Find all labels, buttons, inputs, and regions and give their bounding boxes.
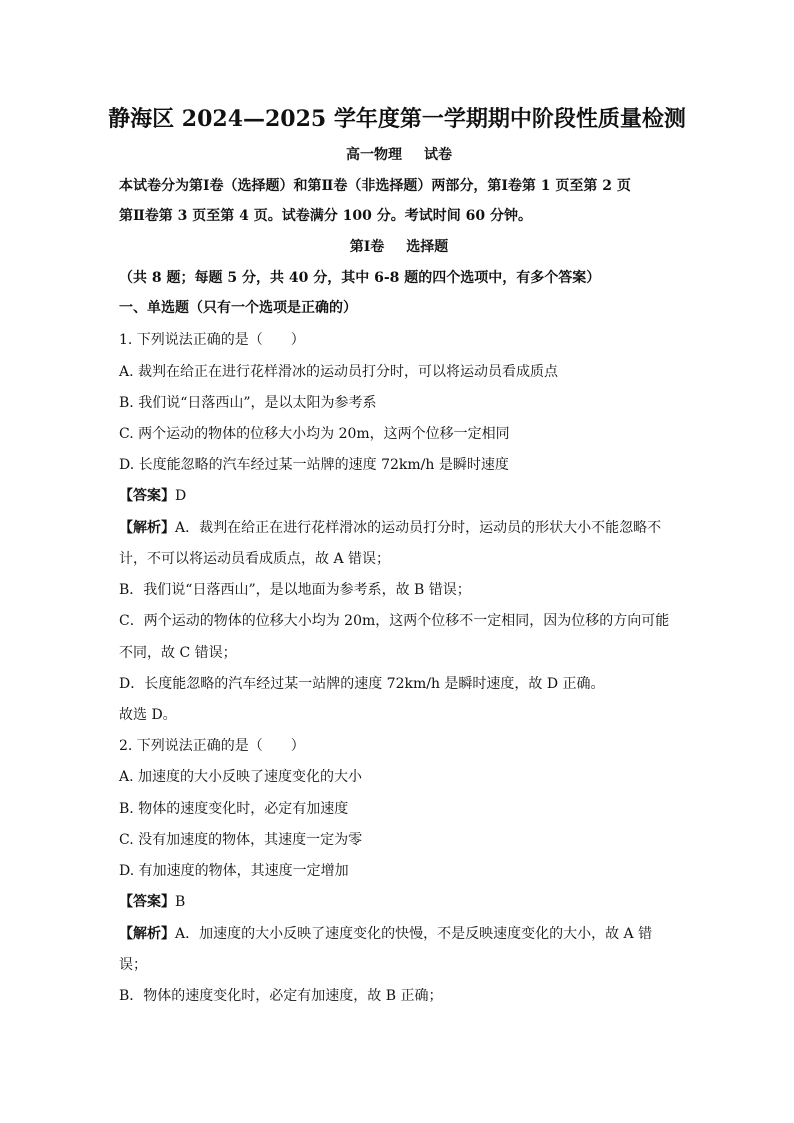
subject-label: 高一物理 bbox=[346, 147, 402, 163]
answer-tag: 【答案】 bbox=[119, 488, 175, 504]
question-1-option-d: D. 长度能忽略的汽车经过某一站牌的速度 72km/h 是瞬时速度 bbox=[119, 457, 509, 473]
question-1-answer bbox=[119, 486, 679, 506]
analysis-tag: 【解析】 bbox=[119, 926, 175, 942]
question-1-option-a: A. 裁判在给正在进行花样滑冰的运动员打分时，可以将运动员看成质点 bbox=[119, 364, 559, 380]
question-1-analysis-line-3: B．我们说“日落西山”，是以地面为参考系，故 B 错误； bbox=[119, 582, 471, 598]
analysis-text: A．加速度的大小反映了速度变化的快慢，不是反映速度变化的大小，故 A 错 bbox=[175, 926, 653, 942]
question-2-option-a: A. 加速度的大小反映了速度变化的大小 bbox=[119, 769, 363, 785]
answer-value: B bbox=[175, 894, 186, 910]
paper-label: 试卷 bbox=[424, 147, 452, 163]
question-2-option-c: C. 没有加速度的物体，其速度一定为零 bbox=[119, 832, 363, 848]
question-1-option-c: C. 两个运动的物体的位移大小均为 20m，这两个位移一定相同 bbox=[119, 426, 510, 442]
question-1-stem: 1. 下列说法正确的是（ ） bbox=[119, 332, 305, 348]
intro-line-2: 第Ⅱ卷第 3 页至第 4 页。试卷满分 100 分。考试时间 60 分钟。 bbox=[119, 208, 532, 224]
question-1-analysis-line-7: 故选 D。 bbox=[119, 707, 177, 723]
answer-value: D bbox=[175, 488, 187, 504]
exam-subtitle bbox=[119, 145, 679, 165]
question-1-analysis-line-1 bbox=[119, 518, 679, 538]
question-2-analysis-line-1 bbox=[119, 924, 679, 944]
section-heading: 一、单选题（只有一个选项是正确的） bbox=[119, 300, 357, 316]
question-2-option-b: B. 物体的速度变化时，必定有加速度 bbox=[119, 801, 349, 817]
question-2-analysis-line-2: 误； bbox=[119, 957, 147, 973]
exam-title: 静海区 2024—2025 学年度第一学期期中阶段性质量检测 bbox=[108, 106, 686, 132]
analysis-tag: 【解析】 bbox=[119, 520, 175, 536]
question-2-option-d: D. 有加速度的物体，其速度一定增加 bbox=[119, 863, 349, 879]
section-title bbox=[119, 237, 679, 257]
question-1-analysis-line-2: 计，不可以将运动员看成质点，故 A 错误； bbox=[119, 551, 391, 567]
question-1-option-b: B. 我们说“日落西山”，是以太阳为参考系 bbox=[119, 395, 377, 411]
question-2-analysis-line-3: B．物体的速度变化时，必定有加速度，故 B 正确； bbox=[119, 988, 443, 1004]
intro-line-1: 本试卷分为第Ⅰ卷（选择题）和第Ⅱ卷（非选择题）两部分，第Ⅰ卷第 1 页至第 2 页 bbox=[119, 178, 631, 194]
question-1-analysis-line-4: C．两个运动的物体的位移大小均为 20m，这两个位移不一定相同，因为位移的方向可能 bbox=[119, 613, 670, 629]
question-1-analysis-line-6: D．长度能忽略的汽车经过某一站牌的速度 72km/h 是瞬时速度，故 D 正确。 bbox=[119, 676, 605, 692]
section-note: （共 8 题；每题 5 分，共 40 分，其中 6-8 题的四个选项中，有多个答案） bbox=[119, 270, 601, 286]
analysis-text: A．裁判在给正在进行花样滑冰的运动员打分时，运动员的形状大小不能忽略不 bbox=[175, 520, 662, 536]
question-2-stem: 2. 下列说法正确的是（ ） bbox=[119, 738, 305, 754]
answer-tag: 【答案】 bbox=[119, 894, 175, 910]
question-1-analysis-line-5: 不同，故 C 错误； bbox=[119, 645, 237, 661]
question-2-answer bbox=[119, 892, 679, 912]
section-part-name: 选择题 bbox=[406, 239, 449, 255]
section-part-label: 第Ⅰ卷 bbox=[349, 239, 385, 255]
